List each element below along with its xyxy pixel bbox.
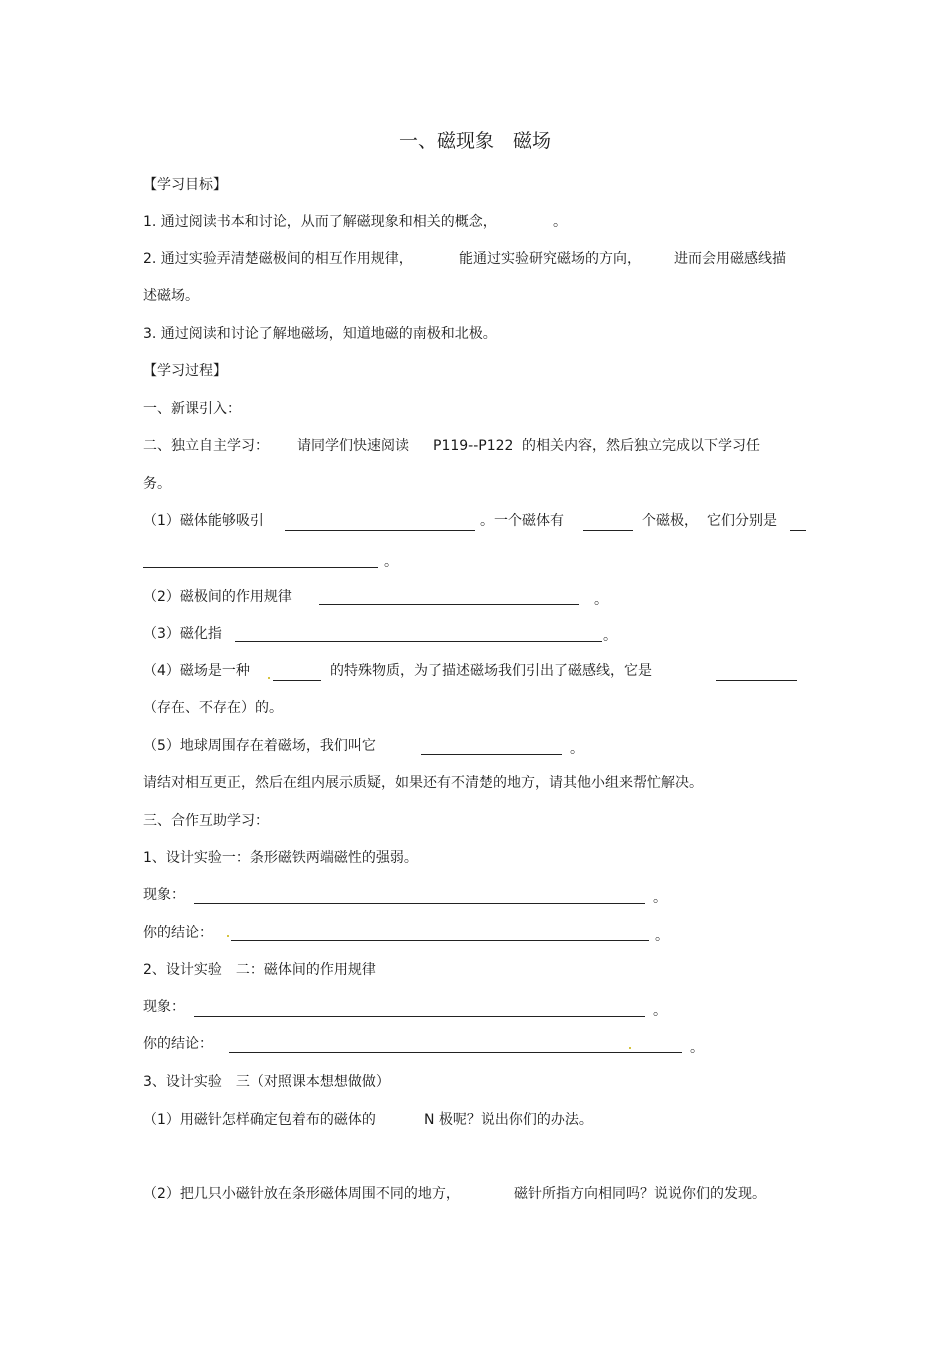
experiment-3-question-1-b: N 极呢？说出你们的办法。 [424,1112,593,1128]
question-4-text-b: 的特殊物质，为了描述磁场我们引出了磁感线，它是 [330,663,652,679]
question-5-text: （5）地球周围存在着磁场，我们叫它 [143,738,376,754]
goal-1-end: 。 [553,214,567,230]
question-4-blank-1[interactable] [273,680,321,681]
experiment-3-question-2-b: 磁针所指方向相同吗？说说你们的发现。 [514,1186,766,1202]
section-3-heading: 三、合作互助学习： [143,813,269,829]
goals-heading: 【学习目标】 [143,177,227,193]
question-1-blank-3-continued[interactable] [143,567,378,568]
question-1-end: 。 [384,554,398,570]
experiment-1-phenomenon-blank[interactable] [194,903,645,904]
question-2-blank[interactable] [319,604,579,605]
experiment-2-heading: 2、设计实验 二：磁体间的作用规律 [143,962,376,978]
experiment-2-phenomenon-end: 。 [653,1003,667,1019]
experiment-3-question-2-a: （2）把几只小磁针放在条形磁体周围不同的地方， [143,1186,460,1202]
question-1-text-c: 个磁极， [642,513,698,529]
goal-2-text-c: 进而会用磁感线描 [674,251,786,267]
goal-3-text: 3. 通过阅读和讨论了解地磁场，知道地磁的南极和北极。 [143,326,497,342]
question-5-blank[interactable] [421,754,562,755]
goal-2-continuation: 述磁场。 [143,288,199,304]
experiment-3-question-1-a: （1）用磁针怎样确定包着布的磁体的 [143,1112,376,1128]
section-2-instruction-end: 的相关内容，然后独立完成以下学习任 [522,438,760,454]
experiment-3-heading: 3、设计实验 三（对照课本想想做做） [143,1074,390,1090]
experiment-2-phenomenon-blank[interactable] [194,1016,645,1017]
goal-2-text-b: 能通过实验研究磁场的方向， [459,251,641,267]
experiment-1-conclusion-end: 。 [655,928,669,944]
section-1-heading: 一、新课引入： [143,401,241,417]
question-2-end: 。 [594,592,608,608]
question-4-text: （4）磁场是一种 [143,663,250,679]
speck-mark [629,1047,631,1049]
section-2-instruction: 请同学们快速阅读 [297,438,409,454]
question-2-text: （2）磁极间的作用规律 [143,589,292,605]
experiment-2-conclusion-blank[interactable] [229,1052,682,1053]
experiment-2-phenomenon-label: 现象： [143,999,185,1015]
experiment-1-heading: 1、设计实验一：条形磁铁两端磁性的强弱。 [143,850,418,866]
question-1-blank-2[interactable] [583,530,633,531]
question-1-blank-3[interactable] [790,530,806,531]
question-1-text-d: 它们分别是 [707,513,777,529]
goal-1-text: 1. 通过阅读书本和讨论，从而了解磁现象和相关的概念， [143,214,497,230]
question-3-end: 。 [603,628,617,644]
question-4-continuation: （存在、不存在）的。 [143,700,283,716]
question-3-text: （3）磁化指 [143,626,222,642]
goal-2-text-a: 2. 通过实验弄清楚磁极间的相互作用规律， [143,251,413,267]
page-title: 一、磁现象 磁场 [398,130,551,152]
experiment-1-conclusion-blank[interactable] [231,940,649,941]
speck-mark [268,677,270,679]
section-2-heading: 二、独立自主学习： [143,438,269,454]
question-5-end: 。 [570,741,584,757]
peer-check-instruction: 请结对相互更正，然后在组内展示质疑，如果还有不清楚的地方，请其他小组来帮忙解决。 [143,775,703,791]
question-1-blank-1[interactable] [285,530,475,531]
section-2-continuation: 务。 [143,476,171,492]
question-1-text: （1）磁体能够吸引 [143,513,264,529]
process-heading: 【学习过程】 [143,363,227,379]
question-4-blank-2[interactable] [716,680,797,681]
experiment-1-phenomenon-label: 现象： [143,887,185,903]
speck-mark [227,935,229,937]
experiment-2-conclusion-label: 你的结论： [143,1036,213,1052]
experiment-2-conclusion-end: 。 [690,1040,704,1056]
question-1-text-b: 。一个磁体有 [480,513,564,529]
experiment-1-conclusion-label: 你的结论： [143,925,213,941]
question-3-blank[interactable] [235,641,602,642]
section-2-page-range: P119--P122 [433,438,514,454]
experiment-1-phenomenon-end: 。 [653,890,667,906]
